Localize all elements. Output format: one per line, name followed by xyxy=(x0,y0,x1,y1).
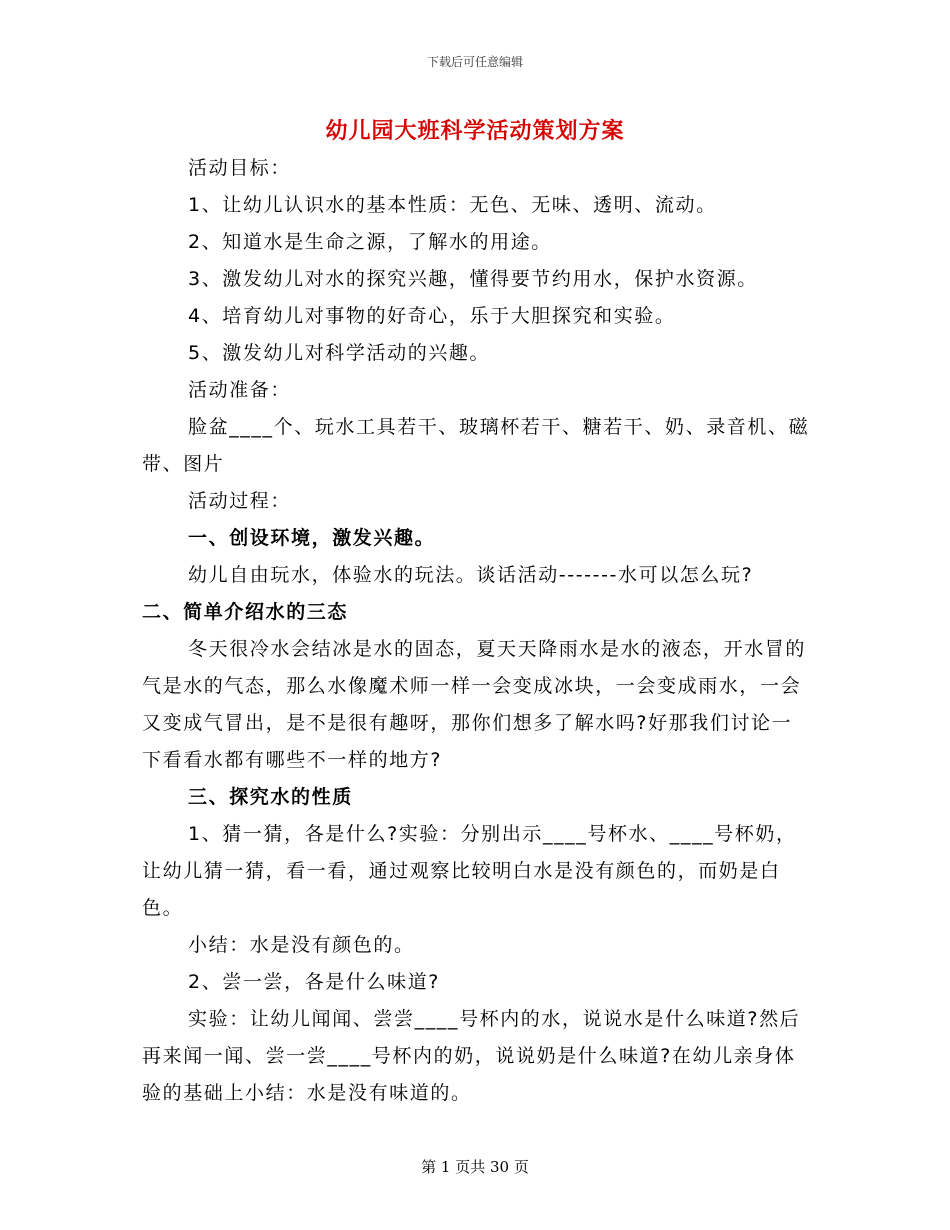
goal-item-3: 3、激发幼儿对水的探究兴趣，懂得要节约用水，保护水资源。 xyxy=(188,268,758,290)
step-heading-3: 三、探究水的性质 xyxy=(188,786,353,808)
document-body xyxy=(142,150,812,1112)
page-footer: 第 1 页共 30 页 xyxy=(421,1158,529,1176)
section-label-goals: 活动目标： xyxy=(188,157,292,179)
preparation-text: 脸盆____个、玩水工具若干、玻璃杯若干、糖若干、奶、录音机、磁带、图片 xyxy=(142,416,810,475)
step-heading-1: 一、创设环境，激发兴趣。 xyxy=(188,527,436,549)
step-3-taste-heading: 2、尝一尝，各是什么味道? xyxy=(188,971,440,993)
goal-item-2: 2、知道水是生命之源，了解水的用途。 xyxy=(188,231,552,253)
goal-item-4: 4、培育幼儿对事物的好奇心，乐于大胆探究和实验。 xyxy=(188,305,676,327)
step-2-text: 冬天很冷水会结冰是水的固态，夏天天降雨水是水的液态，开水冒的气是水的气态，那么水像魔术师一样一会变成冰块，一会变成雨水，一会又变成气冒出，是不是很有趣呀，那你们想多了解水吗?好那我们讨论一下看看水都有哪些不一样的地方? xyxy=(142,638,807,771)
step-1-text: 幼儿自由玩水，体验水的玩法。谈话活动-------水可以怎么玩? xyxy=(188,564,754,586)
section-label-preparation: 活动准备： xyxy=(188,379,292,401)
step-heading-2: 二、简单介绍水的三态 xyxy=(142,601,349,623)
section-label-process: 活动过程： xyxy=(188,490,292,512)
goal-item-5: 5、激发幼儿对科学活动的兴趣。 xyxy=(188,342,491,364)
step-3-guess-text: 1、猜一猜，各是什么?实验：分别出示____号杯水、____号杯奶，让幼儿猜一猜，看一看，通过观察比较明白水是没有颜色的，而奶是白色。 xyxy=(142,823,797,919)
step-3-summary-color: 小结：水是没有颜色的。 xyxy=(188,934,415,956)
goal-item-1: 1、让幼儿认识水的基本性质：无色、无味、透明、流动。 xyxy=(188,194,717,216)
step-3-taste-text: 实验：让幼儿闻闻、尝尝____号杯内的水，说说水是什么味道?然后再来闻一闻、尝一尝____号杯内的奶，说说奶是什么味道?在幼儿亲身体验的基础上小结：水是没有味道的。 xyxy=(142,1008,801,1104)
header-note: 下载后可任意编辑 xyxy=(426,55,523,69)
document-title: 幼儿园大班科学活动策划方案 xyxy=(325,118,625,144)
